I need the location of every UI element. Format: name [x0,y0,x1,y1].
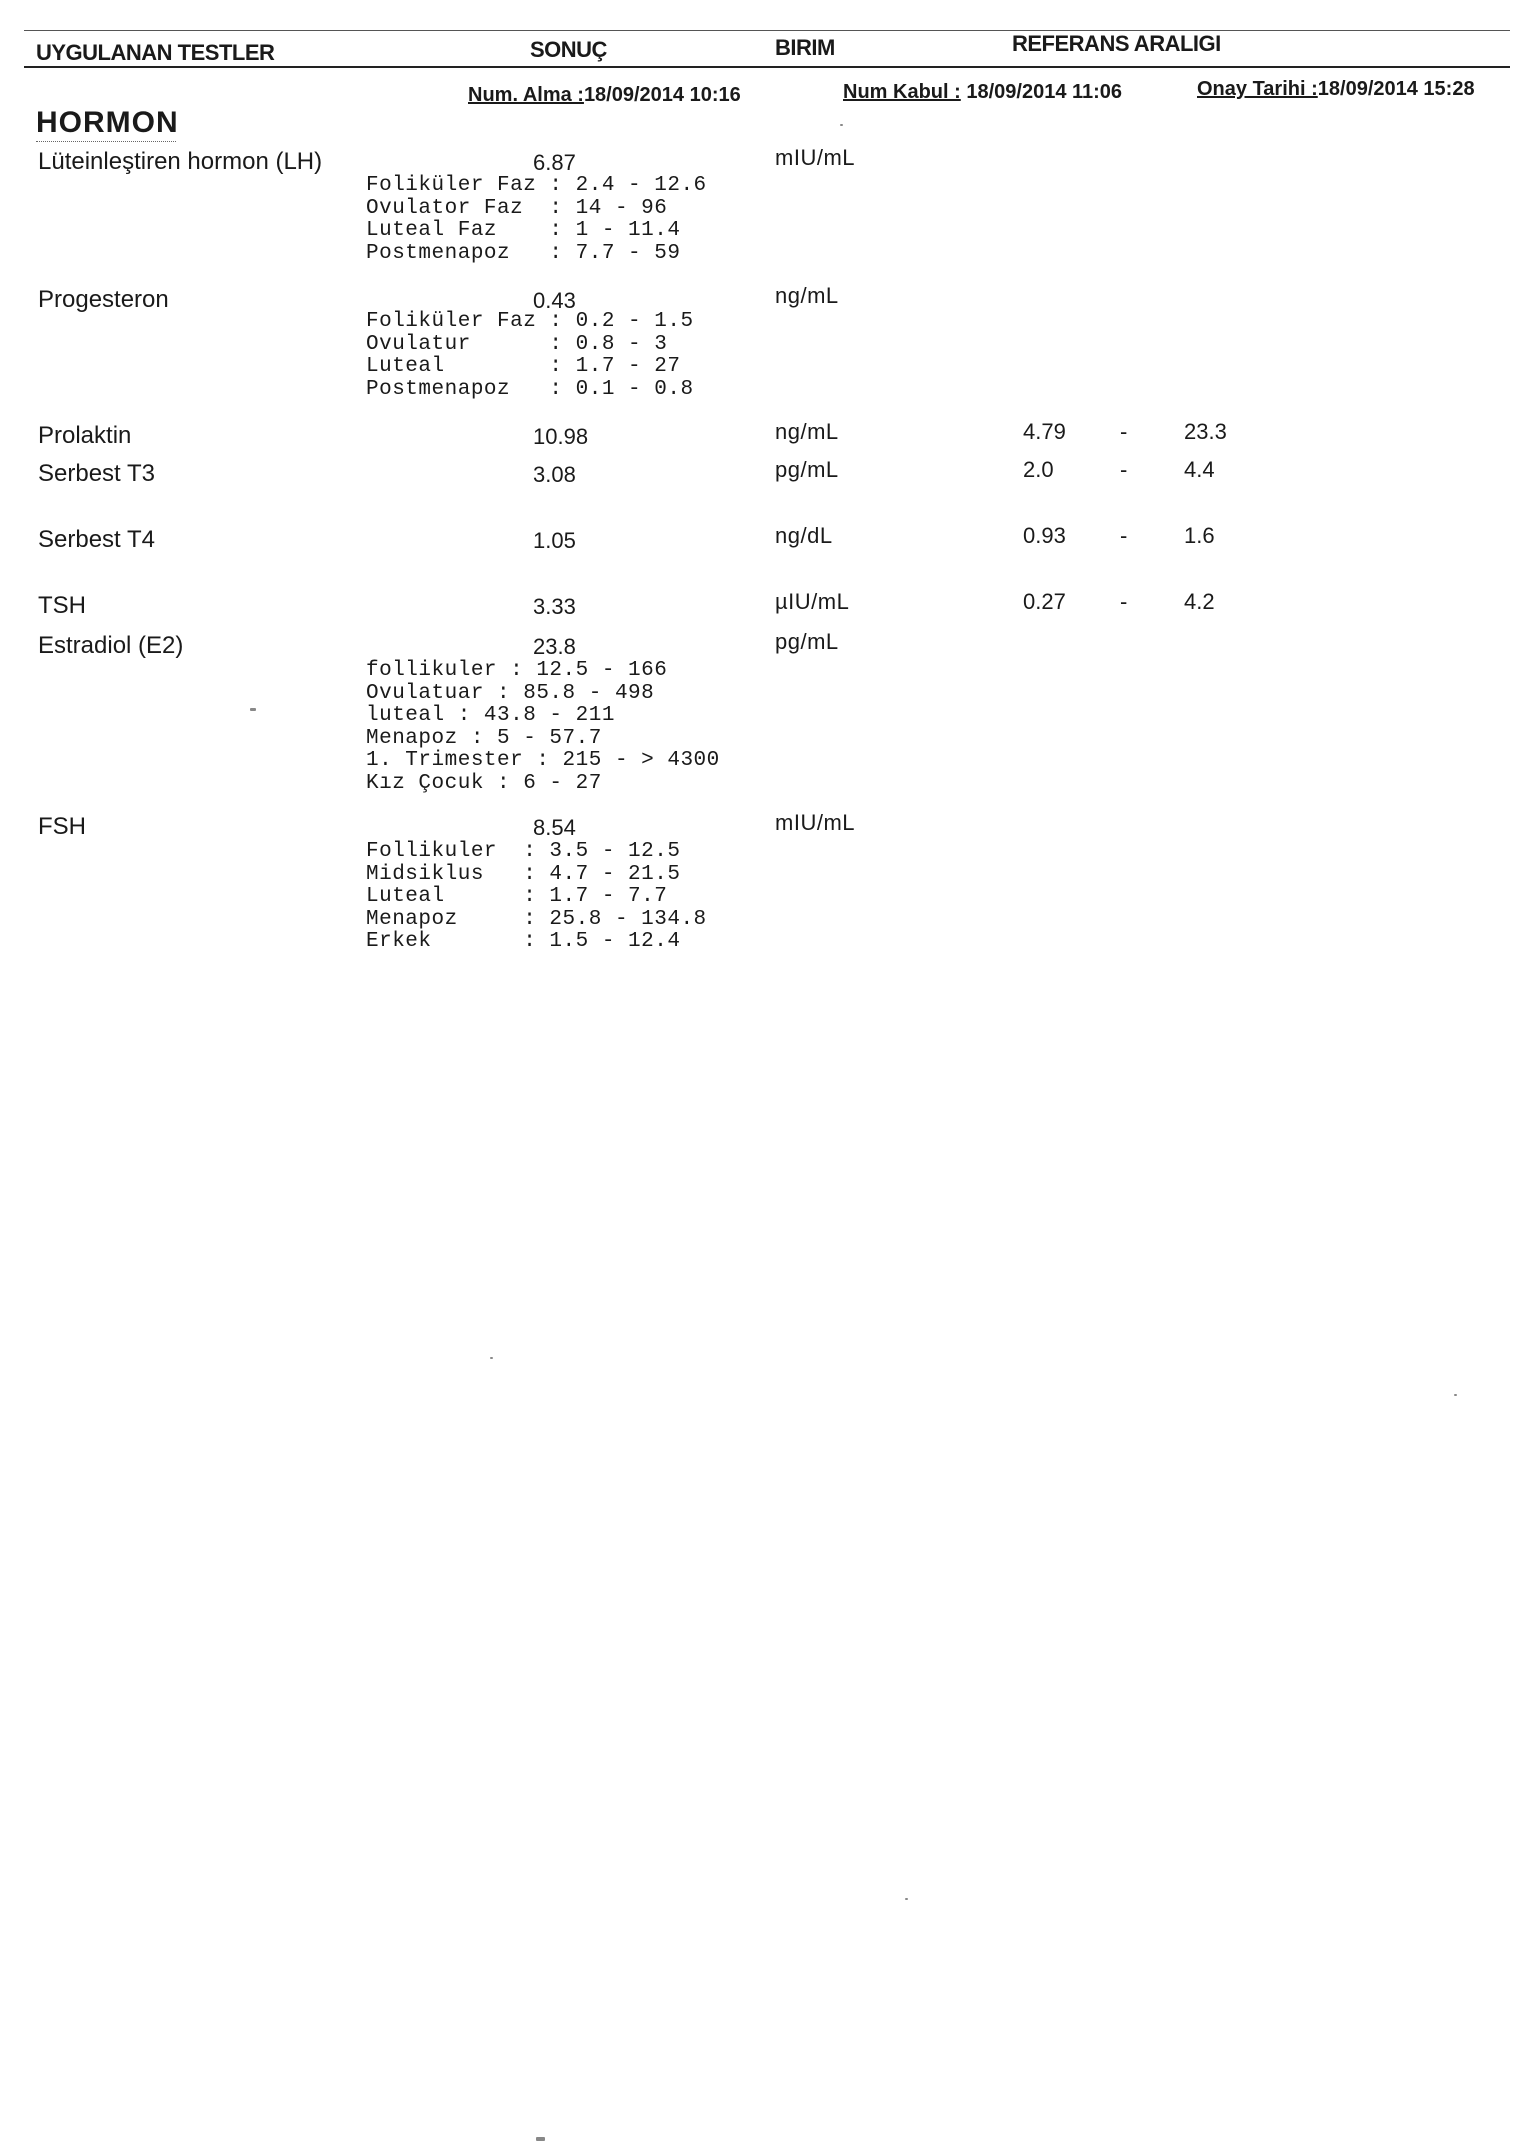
reference-low: 2.0 [1023,457,1054,482]
test-result: 10.98 [533,424,589,449]
reference-range-line: Ovulatur : 0.8 - 3 [366,332,668,356]
sample-date [468,84,741,107]
test-name: TSH [38,592,86,619]
reference-high: 4.2 [1184,589,1215,614]
reference-range-line: Ovulator Faz : 14 - 96 [366,196,668,220]
reference-range-line: Postmenapoz : 0.1 - 0.8 [366,377,694,401]
accept-date-value: 18/09/2014 11:06 [960,81,1123,103]
test-unit: pg/mL [775,457,839,482]
test-result: 23.8 [533,634,576,659]
test-name: Serbest T3 [38,460,155,487]
approval-date-label: Onay Tarihi : [1197,78,1318,100]
reference-range-line: Foliküler Faz : 0.2 - 1.5 [366,310,694,333]
test-unit: mIU/mL [775,145,855,170]
reference-separator: - [1120,523,1128,548]
test-unit: ng/mL [775,419,839,444]
reference-range-line: Postmenapoz : 7.7 - 59 [366,241,681,265]
scan-speck [840,124,843,126]
reference-high: 23.3 [1184,419,1227,444]
reference-separator: - [1120,419,1128,444]
reference-range-line: Ovulatuar : 85.8 - 498 [366,681,655,705]
column-header-unit: BIRIM [775,35,835,60]
reference-range-line: 1. Trimester : 215 - > 4300 [366,749,720,772]
test-name: Serbest T4 [38,526,155,553]
section-title-underline [36,141,176,142]
reference-range-line: Kız Çocuk : 6 - 27 [366,771,602,795]
reference-range-line: Follikuler : 3.5 - 12.5 [366,840,681,863]
reference-range-line: Menapoz : 5 - 57.7 [366,726,602,750]
reference-range-line: Luteal Faz : 1 - 11.4 [366,219,681,242]
test-result: 1.05 [533,528,576,553]
scan-speck [905,1898,908,1900]
accept-date-label: Num Kabul : [843,81,961,103]
column-header-reference: REFERANS ARALIGI [1012,31,1221,56]
reference-low: 0.27 [1023,589,1066,614]
scan-speck [490,1357,493,1359]
reference-ranges-block [366,175,707,265]
test-result: 0.43 [533,288,576,313]
test-unit: mIU/mL [775,810,855,835]
reference-high: 1.6 [1184,523,1215,548]
reference-separator: - [1120,589,1128,614]
reference-separator: - [1120,457,1128,482]
test-unit: µIU/mL [775,589,850,614]
reference-range-line: Menapoz : 25.8 - 134.8 [366,907,707,931]
column-header-result: SONUÇ [530,37,607,62]
scan-speck [1454,1394,1457,1396]
reference-high: 4.4 [1184,457,1215,482]
test-name: Estradiol (E2) [38,632,184,659]
scan-speck [536,2137,545,2141]
test-name: Progesteron [38,286,169,313]
header-bottom-rule [24,66,1510,68]
reference-low: 0.93 [1023,523,1066,548]
section-title: HORMON [36,106,179,139]
test-unit: ng/dL [775,523,833,548]
reference-ranges-block [366,841,707,954]
reference-range-line: follikuler : 12.5 - 166 [366,659,668,682]
test-unit: pg/mL [775,629,839,654]
sample-date-label: Num. Alma : [468,84,584,106]
reference-range-line: Midsiklus : 4.7 - 21.5 [366,862,681,886]
test-name: Prolaktin [38,422,132,449]
test-name: FSH [38,813,86,840]
test-result: 3.08 [533,462,576,487]
accept-date [843,81,1122,104]
reference-low: 4.79 [1023,419,1066,444]
test-result: 8.54 [533,815,576,840]
sample-date-value: 18/09/2014 10:16 [583,84,741,106]
reference-range-line: Erkek : 1.5 - 12.4 [366,930,681,953]
approval-date [1197,78,1475,101]
reference-range-line: Foliküler Faz : 2.4 - 12.6 [366,174,707,197]
test-name: Lüteinleştiren hormon (LH) [38,148,323,175]
test-result: 3.33 [533,594,576,619]
reference-ranges-block [366,660,720,795]
scan-speck [250,708,256,711]
column-header-tests: UYGULANAN TESTLER [36,40,275,65]
header-top-rule [24,30,1510,31]
test-result: 6.87 [533,150,576,175]
test-unit: ng/mL [775,283,839,308]
reference-range-line: luteal : 43.8 - 211 [366,704,615,727]
reference-ranges-block [366,311,694,401]
approval-date-value: 18/09/2014 15:28 [1317,78,1475,100]
reference-range-line: Luteal : 1.7 - 7.7 [366,885,668,908]
reference-range-line: Luteal : 1.7 - 27 [366,355,681,378]
